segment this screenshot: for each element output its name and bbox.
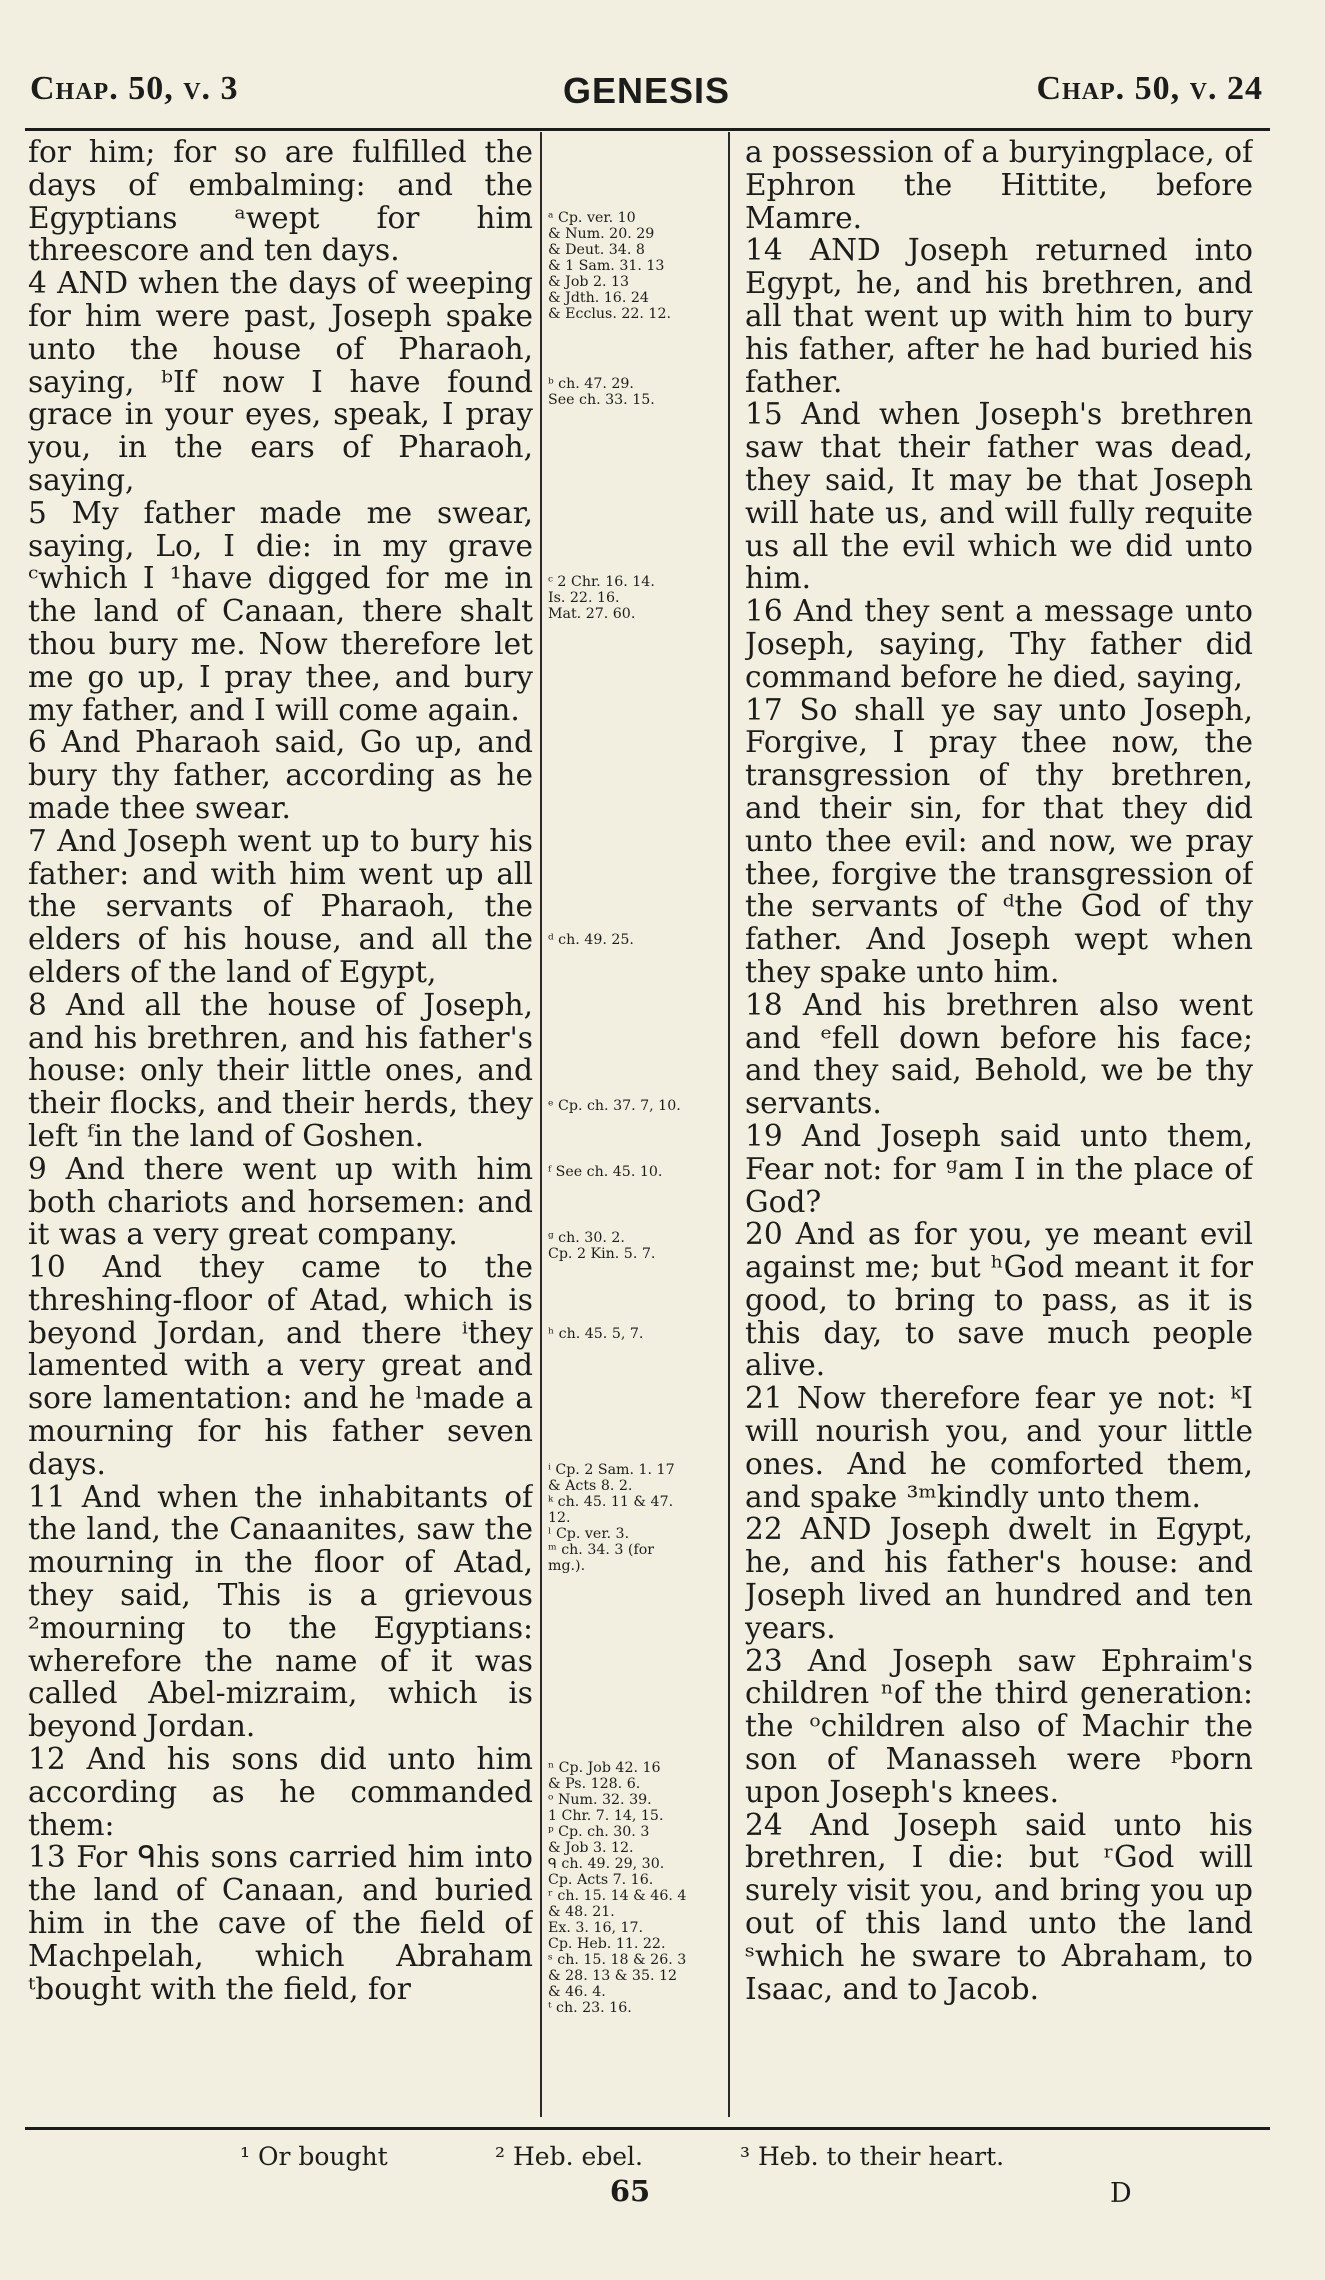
- header-left-reference: Chap. 50, v. 3: [30, 70, 239, 107]
- cross-reference: ᵇ ch. 47. 29. See ch. 33. 15.: [548, 376, 655, 408]
- verse-paragraph: 15 And when Joseph's brethren saw that their father was dead, they said, It may be that Joseph will hate us, and will fully requite us all the evil which we did unto him.: [745, 397, 1253, 596]
- verse-paragraph: 13 For ᑫhis sons carried him into the land of Canaan, and buried him in the cave of the field of Machpelah, which Abraham ᵗbought with the field, for: [28, 1840, 533, 2006]
- column-divider: [540, 132, 542, 2117]
- verse-paragraph: 20 And as for you, ye meant evil against me; but ʰGod meant it for good, to bring to pass, as it is this day, to save much people alive.: [745, 1217, 1253, 1383]
- verse-paragraph: 23 And Joseph saw Ephraim's children ⁿof the third generation: the ᵒchildren also of Machir the son of Manasseh were ᵖborn upon Joseph's knees.: [745, 1643, 1253, 1809]
- verse-paragraph: 21 Now therefore fear ye not: ᵏI will nourish you, and your little ones. And he comforted them, and spake ³ᵐkindly unto them.: [745, 1381, 1253, 1514]
- verse-paragraph: 24 And Joseph said unto his brethren, I die: but ʳGod will surely visit you, and bring you up out of this land unto the land ˢwhich he sware to Abraham, to Isaac, and to Jacob.: [745, 1807, 1253, 2006]
- footnote: ² Heb. ebel.: [495, 2142, 643, 2171]
- cross-reference: ᵉ Cp. ch. 37. 7, 10.: [548, 1098, 681, 1114]
- cross-reference: ʰ ch. 45. 5, 7.: [548, 1326, 644, 1342]
- header-rule: [25, 128, 1270, 131]
- footnote: ¹ Or bought: [240, 2142, 388, 2171]
- cross-reference: ᶠ See ch. 45. 10.: [548, 1164, 663, 1180]
- verse-paragraph: 17 So shall ye say unto Joseph, Forgive, I pray thee now, the transgression of thy brethren, and their sin, for that they did unto thee evil: and now, we pray thee, forgive the transgression of the servants of ᵈthe God of thy father. And Joseph wept when they spake unto him.: [745, 692, 1253, 989]
- verse-paragraph: for him; for so are fulfilled the days of embalming: and the Egyptians ᵃwept for him threescore and ten days.: [28, 136, 533, 268]
- verse-paragraph: a possession of a buryingplace, of Ephron the Hittite, before Mamre.: [745, 136, 1253, 235]
- running-header: [30, 70, 1263, 122]
- verse-paragraph: 5 My father made me swear, saying, Lo, I die: in my grave ᶜwhich I ¹have digged for me in the land of Canaan, there shalt thou bury me. Now therefore let me go up, I pray thee, and bury my father, and I will come again.: [28, 495, 533, 727]
- cross-reference-column: [548, 136, 724, 2116]
- text-column-right: [745, 136, 1253, 2116]
- verse-paragraph: 10 And they came to the threshing-floor of Atad, which is beyond Jordan, and there ⁱthey lamented with a very great and sore lamentation: and he ˡmade a mourning for his father seven days.: [28, 1250, 533, 1481]
- book-title: GENESIS: [562, 70, 731, 111]
- text-column-left: [28, 136, 533, 2106]
- verse-paragraph: 18 And his brethren also went and ᵉfell down before his face; and they said, Behold, we be thy servants.: [745, 987, 1253, 1121]
- verse-paragraph: 9 And there went up with him both chariots and horsemen: and it was a very great company.: [28, 1151, 533, 1252]
- footer-rule: [25, 2127, 1270, 2130]
- footnotes: [0, 2142, 1325, 2182]
- verse-paragraph: 16 And they sent a message unto Joseph, saying, Thy father did command before he died, saying,: [745, 594, 1253, 694]
- verse-paragraph: 12 And his sons did unto him according as he commanded them:: [28, 1742, 533, 1842]
- verse-paragraph: 7 And Joseph went up to bury his father: and with him went up all the servants of Pharaoh, the elders of his house, and all the elders of the land of Egypt,: [28, 823, 533, 989]
- header-right-reference: Chap. 50, v. 24: [1036, 70, 1263, 107]
- cross-reference: ᶜ 2 Chr. 16. 14. Is. 22. 16. Mat. 27. 60.: [548, 574, 655, 622]
- footnote: ³ Heb. to their heart.: [740, 2142, 1005, 2171]
- verse-paragraph: 6 And Pharaoh said, Go up, and bury thy father, according as he made thee swear.: [28, 725, 533, 825]
- verse-paragraph: 14 AND Joseph returned into Egypt, he, and his brethren, and all that went up with him to bury his father, after he had buried his father.: [745, 233, 1253, 399]
- column-divider: [728, 132, 730, 2117]
- cross-reference: ⁿ Cp. Job 42. 16 & Ps. 128. 6. ᵒ Num. 32. 39. 1 Chr. 7. 14, 15. ᵖ Cp. ch. 30. 3 & Job 3. 12. ᑫ ch. 49. 29, 30. Cp. Acts 7. 16. ʳ ch. 15. 14 & 46. 4 & 48. 21. Ex. 3. 16, 17. Cp. Heb. 11. 22. ˢ ch. 15. 18 & 26. 3 & 28. 13 & 35. 12 & 46. 4. ᵗ ch. 23. 16.: [548, 1760, 687, 2016]
- cross-reference: ᵍ ch. 30. 2. Cp. 2 Kin. 5. 7.: [548, 1230, 656, 1262]
- cross-reference: ᵈ ch. 49. 25.: [548, 932, 634, 948]
- verse-paragraph: 11 And when the inhabitants of the land, the Canaanites, saw the mourning in the floor of Atad, they said, This is a grievous ²mourning to the Egyptians: wherefore the name of it was called Abel-mizraim, which is beyond Jordan.: [28, 1479, 533, 1744]
- signature-mark: D: [1110, 2178, 1132, 2209]
- cross-reference: ᵃ Cp. ver. 10 & Num. 20. 29 & Deut. 34. 8 & 1 Sam. 31. 13 & Job 2. 13 & Jdth. 16. 24 & Ecclus. 22. 12.: [548, 210, 671, 322]
- verse-paragraph: 4 AND when the days of weeping for him were past, Joseph spake unto the house of Pharaoh, saying, ᵇIf now I have found grace in your eyes, speak, I pray you, in the ears of Pharaoh, saying,: [28, 266, 533, 497]
- page-number: 65: [609, 2174, 651, 2208]
- verse-paragraph: 19 And Joseph said unto them, Fear not: for ᵍam I in the place of God?: [745, 1118, 1253, 1219]
- cross-reference: ⁱ Cp. 2 Sam. 1. 17 & Acts 8. 2. ᵏ ch. 45. 11 & 47. 12. ˡ Cp. ver. 3. ᵐ ch. 34. 3 (for mg.).: [548, 1462, 675, 1574]
- verse-paragraph: 8 And all the house of Joseph, and his brethren, and his father's house: only their little ones, and their flocks, and their herds, they left ᶠin the land of Goshen.: [28, 987, 533, 1153]
- verse-paragraph: 22 AND Joseph dwelt in Egypt, he, and his father's house: and Joseph lived an hundred and ten years.: [745, 1512, 1253, 1645]
